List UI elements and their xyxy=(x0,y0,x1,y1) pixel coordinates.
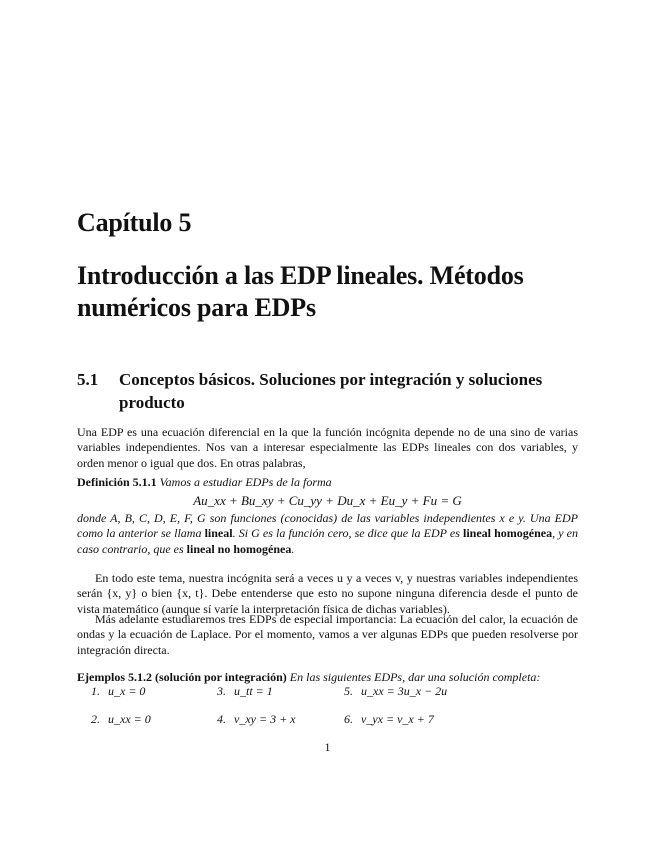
paragraph-variables: En todo este tema, nuestra incógnita será a veces u y a veces v, y nuestras variables independientes serán {x, y} o bien {x, t}. Debe entenderse que esto no supone ninguna diferencia desde el punto de vista matemático (aunque sí varíe la interpretación física de dichas variables). xyxy=(77,571,578,616)
example-number: 3. xyxy=(217,684,226,698)
example-item xyxy=(91,684,145,699)
example-item xyxy=(217,712,296,727)
example-equation: v_xy = 3 + x xyxy=(234,712,296,726)
section-heading xyxy=(77,368,578,414)
definition-block xyxy=(77,475,578,557)
example-equation: u_xx = 0 xyxy=(108,712,151,726)
example-number: 2. xyxy=(91,712,100,726)
paragraph-special-edps: Más adelante estudiaremos tres EDPs de especial importancia: La ecuación del calor, la ecuación de ondas y la ecuación de Laplace. Por el momento, vamos a ver algunas EDPs que pueden resolverse por integración directa. xyxy=(77,612,578,657)
term-nonhomogeneous: lineal no homogénea xyxy=(186,541,292,556)
page-number: 1 xyxy=(324,740,331,754)
definition-text-c: , y en caso contrario, que es xyxy=(77,526,579,556)
chapter-label: Capítulo 5 xyxy=(77,208,192,237)
document-page xyxy=(77,0,578,848)
examples-label: Ejemplos 5.1.2 (solución por integración) xyxy=(77,670,287,684)
definition-text-d: . xyxy=(291,541,295,556)
example-number: 4. xyxy=(217,712,226,726)
term-homogeneous: lineal homogénea xyxy=(463,526,553,541)
section-number: 5.1 xyxy=(77,370,99,389)
example-item xyxy=(344,712,434,727)
chapter-title: Introducción a las EDP lineales. Métodos numéricos para EDPs xyxy=(77,261,524,322)
example-item xyxy=(217,684,273,699)
example-equation: u_xx = 3u_x − 2u xyxy=(361,684,448,698)
definition-formula: Au_xx + Bu_xy + Cu_yy + Du_x + Eu_y + Fu = G xyxy=(193,493,462,509)
definition-text-b: . Si G es la función cero, se dice que la EDP es xyxy=(232,526,463,541)
section-title: Conceptos básicos. Soluciones por integración y soluciones producto xyxy=(119,370,543,412)
example-number: 6. xyxy=(344,712,353,726)
example-equation: u_x = 0 xyxy=(108,684,146,698)
example-item xyxy=(344,684,447,699)
definition-lead: Vamos a estudiar EDPs de la forma xyxy=(159,475,332,489)
example-number: 5. xyxy=(344,684,353,698)
term-linear: lineal xyxy=(204,526,233,541)
definition-label: Definición 5.1.1 xyxy=(77,475,157,489)
examples-header xyxy=(77,670,578,685)
example-number: 1. xyxy=(91,684,100,698)
example-item xyxy=(91,712,151,727)
definition-text-a: donde A, B, C, D, E, F, G son funciones (conocidas) de las variables independientes x e y. Una EDP como la anterior se llama xyxy=(77,510,578,541)
example-equation: v_yx = v_x + 7 xyxy=(361,712,434,726)
example-equation: u_tt = 1 xyxy=(234,684,273,698)
intro-paragraph: Una EDP es una ecuación diferencial en la que la función incógnita depende no de una sino de varias variables independientes. Nos van a interesar especialmente las EDPs lineales con dos variables, y orden menor o igual que dos. En otras palabras, xyxy=(77,425,578,470)
examples-lead: En las siguientes EDPs, dar una solución completa: xyxy=(289,670,541,684)
